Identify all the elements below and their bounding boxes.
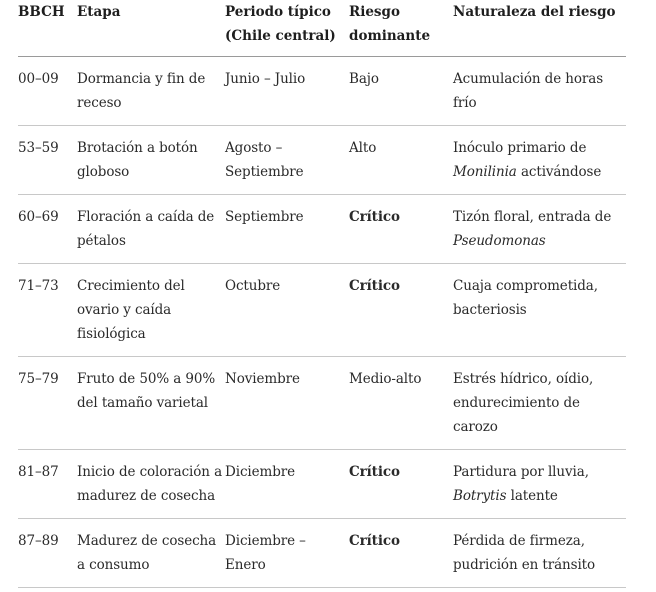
cell-riesgo: Medio-alto — [349, 357, 453, 450]
cell-naturaleza — [453, 195, 626, 264]
cell-periodo: Diciembre – Enero — [225, 519, 349, 588]
table-row — [18, 450, 626, 519]
cell-riesgo: Alto — [349, 126, 453, 195]
cell-naturaleza — [453, 357, 626, 450]
header-riesgo-line1: Riesgo — [349, 4, 400, 20]
naturaleza-text: Acumulación de horas frío — [453, 71, 604, 111]
cell-periodo: Septiembre — [225, 195, 349, 264]
cell-etapa: Dormancia y fin de receso — [77, 57, 225, 126]
cell-etapa: Inicio de coloración a madurez de cosecha — [77, 450, 225, 519]
cell-bbch: 87–89 — [18, 519, 77, 588]
header-periodo — [225, 0, 349, 57]
cell-periodo: Junio – Julio — [225, 57, 349, 126]
naturaleza-text-end: activándose — [516, 164, 602, 180]
cell-bbch: 00–09 — [18, 57, 77, 126]
header-riesgo-line2: dominante — [349, 28, 431, 44]
naturaleza-text: Inóculo primario de — [453, 140, 587, 156]
cell-etapa: Fruto de 50% a 90% del tamaño varietal — [77, 357, 225, 450]
cell-riesgo: Crítico — [349, 195, 453, 264]
cell-etapa: Crecimiento del ovario y caída fisiológica — [77, 264, 225, 357]
header-riesgo — [349, 0, 453, 57]
table-row — [18, 519, 626, 588]
table-row — [18, 126, 626, 195]
header-periodo-line1: Periodo típico — [225, 4, 331, 20]
table-body — [18, 57, 626, 588]
header-row — [18, 0, 626, 57]
naturaleza-italic: Monilinia — [453, 164, 517, 180]
cell-riesgo: Bajo — [349, 57, 453, 126]
table-row — [18, 357, 626, 450]
table-header — [18, 0, 626, 57]
cell-periodo: Noviembre — [225, 357, 349, 450]
cell-etapa: Floración a caída de pétalos — [77, 195, 225, 264]
header-etapa: Etapa — [77, 0, 225, 57]
naturaleza-text: Pérdida de firmeza, pudrición en tránsito — [453, 533, 596, 573]
table-row — [18, 264, 626, 357]
table-row — [18, 195, 626, 264]
cell-etapa: Brotación a botón globoso — [77, 126, 225, 195]
bbch-risk-table — [18, 0, 626, 588]
cell-periodo: Octubre — [225, 264, 349, 357]
cell-naturaleza — [453, 57, 626, 126]
cell-naturaleza — [453, 264, 626, 357]
naturaleza-text: Cuaja comprometida, bacteriosis — [453, 278, 598, 318]
cell-bbch: 71–73 — [18, 264, 77, 357]
naturaleza-text: Estrés hídrico, oídio, endurecimiento de carozo — [453, 371, 594, 435]
header-periodo-line2: (Chile central) — [225, 28, 336, 44]
naturaleza-text: Partidura por lluvia, — [453, 464, 589, 480]
naturaleza-text: Tizón floral, entrada de — [453, 209, 612, 225]
naturaleza-italic: Pseudomonas — [453, 233, 546, 249]
cell-riesgo: Crítico — [349, 264, 453, 357]
cell-bbch: 53–59 — [18, 126, 77, 195]
header-bbch: BBCH — [18, 0, 77, 57]
cell-riesgo: Crítico — [349, 450, 453, 519]
header-naturaleza: Naturaleza del riesgo — [453, 0, 626, 57]
naturaleza-text-end: latente — [506, 488, 558, 504]
cell-naturaleza — [453, 450, 626, 519]
cell-naturaleza — [453, 519, 626, 588]
cell-bbch: 60–69 — [18, 195, 77, 264]
cell-etapa: Madurez de cosecha a consumo — [77, 519, 225, 588]
cell-bbch: 81–87 — [18, 450, 77, 519]
cell-periodo: Agosto – Septiembre — [225, 126, 349, 195]
cell-periodo: Diciembre — [225, 450, 349, 519]
table-row — [18, 57, 626, 126]
cell-bbch: 75–79 — [18, 357, 77, 450]
naturaleza-italic: Botrytis — [453, 488, 507, 504]
cell-naturaleza — [453, 126, 626, 195]
cell-riesgo: Crítico — [349, 519, 453, 588]
